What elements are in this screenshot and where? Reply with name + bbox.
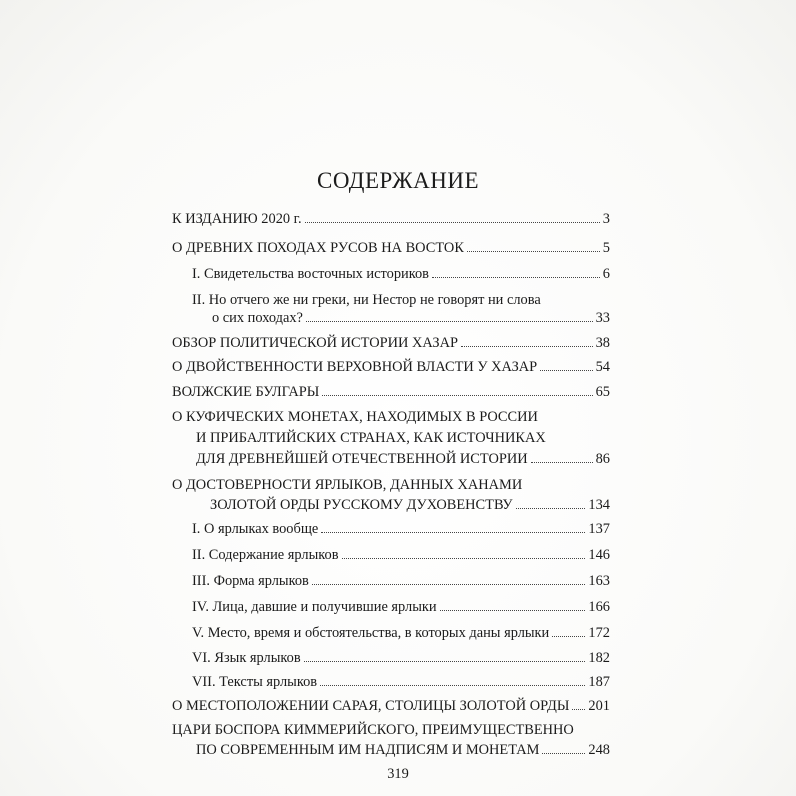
page-title: СОДЕРЖАНИЕ [316, 168, 479, 193]
toc-line-first[interactable] [172, 721, 610, 739]
toc-entry-title: II. Но отчего же ни греки, ни Нестор не говорят ни слова [192, 292, 541, 308]
toc-entry-title-cont: о сих походах? [212, 310, 303, 326]
toc-page-number: 86 [595, 451, 610, 467]
toc-line[interactable] [172, 210, 610, 228]
toc-line[interactable] [192, 649, 610, 667]
toc-entry-title: К ИЗДАНИЮ 2020 г. [172, 211, 302, 227]
toc-page-number: 6 [602, 266, 610, 282]
toc-entry-title-cont: ПО СОВРЕМЕННЫМ ИМ НАДПИСЯМ И МОНЕТАМ [196, 742, 540, 758]
toc-entry-title: I. О ярлыках вообще [192, 521, 319, 537]
toc-entry-title: ЦАРИ БОСПОРА КИММЕРИЙСКОГО, ПРЕИМУЩЕСТВЕННО [172, 722, 574, 738]
toc-line-first[interactable] [172, 476, 610, 494]
dot-leader [306, 320, 593, 322]
toc-entry-title: IV. Лица, давшие и получившие ярлыки [192, 599, 437, 615]
toc-page-number: 146 [588, 547, 610, 563]
toc-page-number: 65 [595, 384, 610, 400]
toc-entry-title: VI. Язык ярлыков [192, 650, 301, 666]
toc-entry-title: II. Содержание ярлыков [192, 547, 339, 563]
toc-page-number: 54 [595, 359, 610, 375]
toc-page-number: 248 [588, 742, 610, 758]
dot-leader [322, 394, 592, 396]
toc-line[interactable] [196, 450, 610, 468]
dot-leader [304, 660, 586, 662]
toc-line[interactable] [172, 334, 610, 352]
toc-line[interactable] [192, 520, 610, 538]
dot-leader [467, 250, 600, 252]
toc-line[interactable] [192, 598, 610, 616]
toc-page-number: 187 [588, 674, 610, 690]
toc-entry-title: I. Свидетельства восточных историков [192, 266, 429, 282]
toc-page-number: 182 [588, 650, 610, 666]
toc-line[interactable] [192, 265, 610, 283]
dot-leader [552, 635, 585, 637]
toc-page-number: 3 [602, 211, 610, 227]
page-number: 319 [387, 766, 409, 782]
toc-line-first[interactable] [172, 408, 610, 426]
toc-line[interactable] [192, 673, 610, 691]
toc-entry-title-cont: ЗОЛОТОЙ ОРДЫ РУССКОМУ ДУХОВЕНСТВУ [210, 497, 513, 513]
toc-page-number: 201 [588, 698, 610, 714]
toc-page-number: 134 [588, 497, 610, 513]
dot-leader [321, 531, 585, 533]
toc-page-number: 33 [595, 310, 610, 326]
toc-page-number: 38 [595, 335, 610, 351]
toc-line[interactable] [172, 358, 610, 376]
toc-entry-title-cont: ДЛЯ ДРЕВНЕЙШЕЙ ОТЕЧЕСТВЕННОЙ ИСТОРИИ [196, 451, 528, 467]
toc-line[interactable] [172, 697, 610, 715]
toc-entry-title-cont: И ПРИБАЛТИЙСКИХ СТРАНАХ, КАК ИСТОЧНИКАХ [196, 430, 546, 446]
dot-leader [440, 609, 586, 611]
dot-leader [461, 345, 593, 347]
toc-line-first[interactable] [192, 291, 610, 309]
dot-leader [540, 369, 592, 371]
dot-leader [516, 507, 586, 509]
toc-entry-title: О ДВОЙСТВЕННОСТИ ВЕРХОВНОЙ ВЛАСТИ У ХАЗАР [172, 359, 538, 375]
toc-line[interactable] [212, 309, 610, 327]
dot-leader [432, 276, 600, 278]
dot-leader [312, 583, 586, 585]
dot-leader [572, 708, 585, 710]
dot-leader [320, 684, 585, 686]
toc-page-number: 172 [588, 625, 610, 641]
dot-leader [342, 557, 586, 559]
toc-line[interactable] [192, 624, 610, 642]
toc-entry-title: VII. Тексты ярлыков [192, 674, 318, 690]
toc-line[interactable] [172, 239, 610, 257]
toc-page-number: 166 [588, 599, 610, 615]
toc-entry-title: ОБЗОР ПОЛИТИЧЕСКОЙ ИСТОРИИ ХАЗАР [172, 335, 459, 351]
toc-entry-title: О ДРЕВНИХ ПОХОДАХ РУСОВ НА ВОСТОК [172, 240, 464, 256]
toc-page-number: 137 [588, 521, 610, 537]
toc-line[interactable] [192, 572, 610, 590]
toc-line[interactable] [172, 383, 610, 401]
toc-entry-title: ВОЛЖСКИЕ БУЛГАРЫ [172, 384, 320, 400]
toc-page-number: 5 [602, 240, 610, 256]
toc-line[interactable] [210, 496, 610, 514]
toc-entry-title: III. Форма ярлыков [192, 573, 309, 589]
toc-line-middle[interactable] [196, 429, 634, 447]
toc-entry-title: V. Место, время и обстоятельства, в которых даны ярлыки [192, 625, 550, 641]
toc-entry-title: О ДОСТОВЕРНОСТИ ЯРЛЫКОВ, ДАННЫХ ХАНАМИ [172, 477, 523, 493]
toc-entry-title: О МЕСТОПОЛОЖЕНИИ САРАЯ, СТОЛИЦЫ ЗОЛОТОЙ ОРДЫ [172, 698, 570, 714]
toc-page-number: 163 [588, 573, 610, 589]
dot-leader [542, 752, 585, 754]
dot-leader [531, 461, 593, 463]
toc-line[interactable] [192, 546, 610, 564]
toc-line[interactable] [196, 741, 610, 759]
toc-entry-title: О КУФИЧЕСКИХ МОНЕТАХ, НАХОДИМЫХ В РОССИИ [172, 409, 538, 425]
dot-leader [305, 221, 600, 223]
